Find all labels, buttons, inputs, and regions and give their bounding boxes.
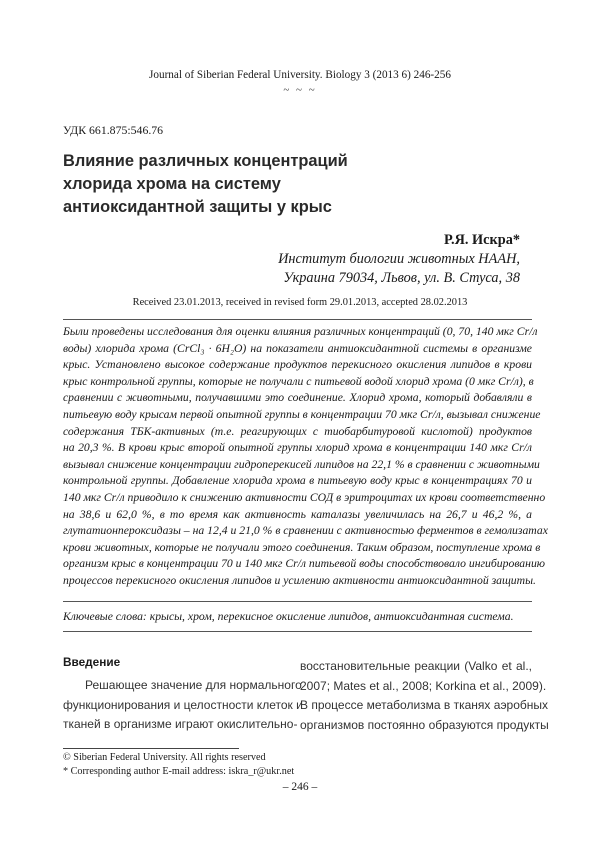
body-line: Решающее значение для нормального: [85, 678, 302, 692]
title-line: Влияние различных концентраций: [63, 152, 348, 170]
intro-left-column: [63, 655, 303, 735]
abstract-bottom-rule: [63, 601, 532, 602]
header-ornament: ~ ~ ~: [283, 84, 317, 96]
abstract-line: питьевую воду крысам первой опытной группы в концентрации 70 мкг Cr/л, вызывал снижение: [63, 407, 541, 421]
received-dates: Received 23.01.2013, received in revised form 29.01.2013, accepted 28.02.2013: [132, 297, 468, 308]
abstract-line: глутатионпероксидазы – на 12,4 и 21,0 % в сравнении с активностью ферментов в гемолизатах: [63, 524, 548, 538]
abstract-line: на 20,3 %. В крови крыс второй опытной группы хлорид хрома в концентрации 140 мкг Cr/л: [63, 441, 532, 455]
affiliation-line: Институт биологии животных НААН,: [278, 251, 520, 267]
author-name: Р.Я. Искра*: [444, 232, 520, 248]
body-line: организмов постоянно образуются продукты: [300, 717, 549, 732]
keywords-rule: [63, 631, 532, 632]
intro-right-text: [300, 657, 549, 735]
abstract-line: сравнении с животными, получавшими это соединение. Хлорид хрома, который добавляли в: [63, 391, 532, 405]
intro-left-text: [63, 676, 303, 735]
author-affiliation: [278, 250, 520, 288]
abstract-line: крыс. Установлено высокое содержание продуктов перекисного окисления липидов в крови: [63, 358, 532, 372]
journal-header: Journal of Siberian Federal University. Biology 3 (2013 6) 246-256: [149, 69, 451, 81]
body-line: тканей в организме играют окислительно-: [63, 717, 298, 732]
body-line: 2007; Mates et al., 2008; Korkina et al., 2009).: [300, 678, 547, 693]
abstract-line: 140 мкг Cr/л приводило к снижению активности СОД в эритроцитах их крови соответственно: [63, 490, 546, 504]
intro-right-column: [300, 657, 549, 735]
abstract-line: вызывал снижение концентрации гидроперекисей липидов на 22,1 % в сравнении с животными: [63, 457, 540, 471]
abstract-line: воды) хлорида хрома (CrCl₃ · 6H₂O) на показатели антиоксидантной системы в организме: [63, 341, 532, 355]
affiliation-line: Украина 79034, Львов, ул. В. Стуса, 38: [283, 270, 520, 286]
title-line: хлорида хрома на систему: [63, 175, 281, 193]
body-line: восстановительные реакции (Valko et al.,: [300, 659, 532, 673]
body-line: В процессе метаболизма в тканях аэробных: [300, 698, 549, 713]
abstract-line: содержания ТБК-активных (т.е. реагирующих с тиобарбитуровой кислотой) продуктов: [63, 424, 532, 438]
footnote-rule: [63, 748, 239, 749]
title-line: антиоксидантной защиты у крыс: [63, 198, 332, 216]
page-number: – 246 –: [282, 781, 318, 793]
article-title: [63, 150, 393, 219]
intro-heading: Введение: [63, 655, 121, 669]
abstract-line: Были проведены исследования для оценки влияния различных концентраций (0, 70, 140 мкг Cr/л: [63, 325, 538, 338]
corresponding-author-footnote: * Corresponding author E-mail address: iskra_r@ukr.net: [63, 766, 295, 777]
abstract-top-rule: [63, 319, 532, 320]
keywords: Ключевые слова: крысы, хром, перекисное окисление липидов, антиоксидантная система.: [63, 610, 514, 623]
abstract-line: контрольной группы. Добавление хлорида хрома в питьевую воду крыс в концентрациях 70 и: [63, 474, 532, 488]
abstract-line: крови животных, которые не получали этого соединения. Таким образом, поступление хрома в: [63, 540, 541, 554]
abstract-line: на 38,6 и 62,0 %, в то время как активность каталазы увеличилась на 26,7 и 46,2 %, а: [63, 507, 532, 521]
abstract: [63, 324, 548, 590]
copyright-footnote: © Siberian Federal University. All rights reserved: [63, 752, 266, 763]
abstract-line: процессов перекисного окисления липидов и усилению активности антиоксидантной защиты.: [63, 573, 536, 587]
udk-code: УДК 661.875:546.76: [63, 123, 164, 137]
abstract-line: крыс контрольной группы, которые не получали с питьевой водой хлорид хрома (0 мкг Cr/л), в: [63, 374, 534, 388]
body-line: функционирования и целостности клеток и: [63, 697, 303, 712]
abstract-line: организм крыс в концентрации 70 и 140 мкг Cr/л питьевой воды способствовало ингибированию: [63, 557, 546, 571]
